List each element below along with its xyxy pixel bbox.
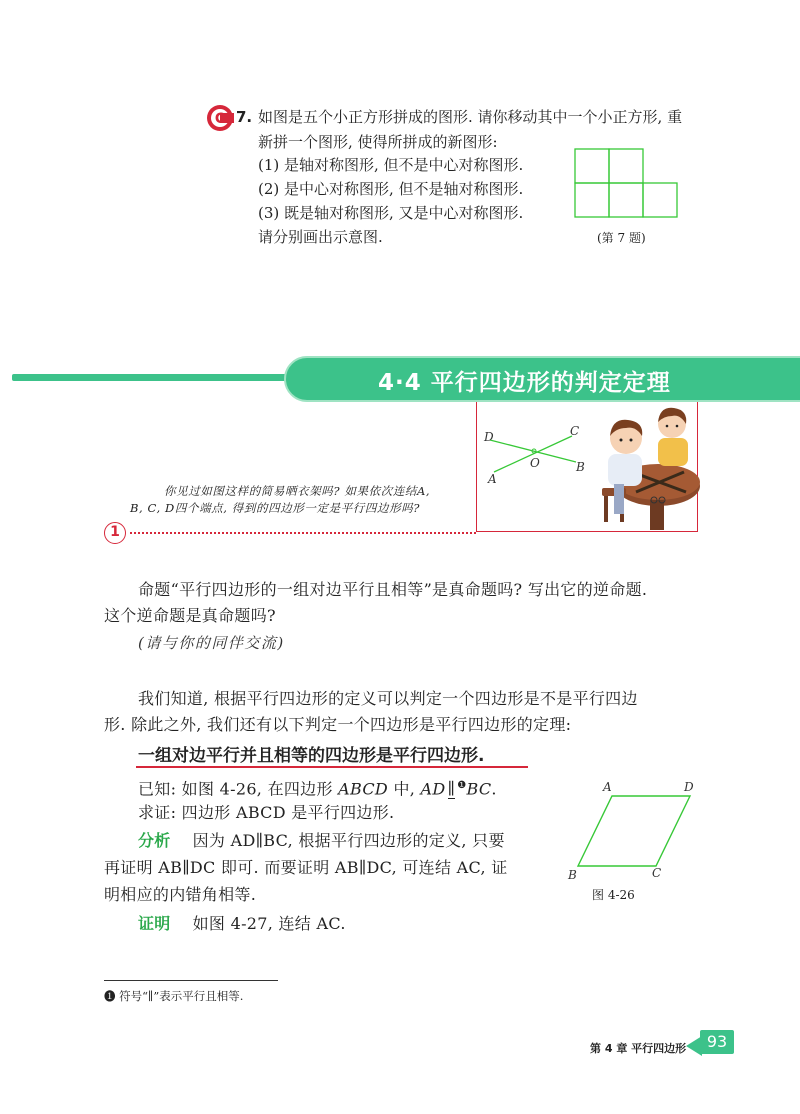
footnote <box>104 988 243 1004</box>
footnote-ref-mark: ❶ <box>457 780 467 791</box>
intro-question-line1: 你见过如图这样的简易晒衣架吗? 如果依次连结A, <box>164 484 431 498</box>
body-para-line2: 形. 除此之外, 我们还有以下判定一个四边形是平行四边形的定理: <box>104 715 572 734</box>
given-mid: 中, <box>388 779 421 799</box>
exercise-intro-line2: 新拼一个图形, 使得所拼成的新图形: <box>258 133 498 151</box>
footnote-mark: ❶ <box>104 989 116 1003</box>
section-title: 4·4 平行四边形的判定定理 <box>378 370 671 396</box>
figure-4-26-caption: 图 4-26 <box>592 888 635 902</box>
intro-number-badge: 1 <box>104 522 126 544</box>
section-bar-line <box>12 374 302 381</box>
discussion-line2: 这个逆命题是真命题吗? <box>104 606 276 625</box>
exercise-figure-caption: (第 7 题) <box>597 231 646 245</box>
footer-chapter: 第 4 章 平行四边形 <box>590 1042 687 1055</box>
clothes-rack-diagram <box>480 424 600 488</box>
given-ad: AD <box>420 779 446 799</box>
theorem-underline <box>136 766 528 768</box>
given-abcd: ABCD <box>338 779 389 799</box>
analysis-line1-text: 因为 AD∥BC, 根据平行四边形的定义, 只要 <box>192 831 505 850</box>
analysis-line3: 明相应的内错角相等. <box>104 885 257 904</box>
exercise-figure <box>574 148 680 220</box>
analysis-line2: 再证明 AB∥DC 即可. 而要证明 AB∥DC, 可连结 AC, 证 <box>104 858 508 877</box>
rack-label-b: B <box>576 460 585 474</box>
exercise-closing: 请分别画出示意图. <box>258 228 383 246</box>
parallel-equal-symbol: ∥ <box>447 779 456 799</box>
analysis-line1 <box>138 829 505 853</box>
exercise-item-2: (2) 是中心对称图形, 但不是轴对称图形. <box>258 180 524 198</box>
proof-label: 证明 <box>138 914 171 933</box>
proof-text: 如图 4-27, 连结 AC. <box>192 914 346 933</box>
proof-line <box>138 912 346 936</box>
analysis-label: 分析 <box>138 831 171 850</box>
fig426-label-d: D <box>684 780 694 794</box>
exercise-item-3: (3) 既是轴对称图形, 又是中心对称图形. <box>258 204 524 222</box>
given-end: . <box>491 779 497 799</box>
rack-label-c: C <box>570 424 580 438</box>
rack-label-o: O <box>530 456 540 470</box>
children-illustration <box>588 400 700 532</box>
rack-label-a: A <box>488 472 497 486</box>
intro-dotted-line <box>130 532 476 534</box>
body-para-line1: 我们知道, 根据平行四边形的定义可以判定一个四边形是不是平行四边 <box>138 689 638 708</box>
footnote-rule <box>104 980 278 981</box>
exercise-icon <box>206 104 234 132</box>
figure-4-26-parallelogram <box>570 792 700 872</box>
discussion-note: (请与你的同伴交流) <box>138 634 285 652</box>
footnote-text: 符号“∥”表示平行且相等. <box>119 989 244 1003</box>
exercise-item-1: (1) 是轴对称图形, 但不是中心对称图形. <box>258 156 524 174</box>
given-bc: BC <box>466 779 492 799</box>
intro-question-line2: B, C, D四个端点, 得到的四边形一定是平行四边形吗? <box>130 501 421 515</box>
fig426-label-a: A <box>603 780 612 794</box>
given-prefix: 已知: 如图 4-26, 在四边形 <box>138 779 339 799</box>
exercise-icon-letter: C <box>214 111 226 127</box>
discussion-line1: 命题“平行四边形的一组对边平行且相等”是真命题吗? 写出它的逆命题. <box>138 580 648 599</box>
fig426-label-b: B <box>568 868 577 882</box>
rack-label-d: D <box>484 430 494 444</box>
prove-statement: 求证: 四边形 ABCD 是平行四边形. <box>138 803 395 822</box>
given-statement <box>138 774 497 801</box>
page-number-badge: 93 <box>700 1030 734 1054</box>
theorem-statement: 一组对边平行并且相等的四边形是平行四边形. <box>138 746 485 766</box>
fig426-label-c: C <box>652 866 662 880</box>
section-title-banner <box>284 356 800 402</box>
exercise-intro-line1: 如图是五个小正方形拼成的图形. 请你移动其中一个小正方形, 重 <box>258 108 683 126</box>
exercise-number: 7. <box>236 108 253 126</box>
